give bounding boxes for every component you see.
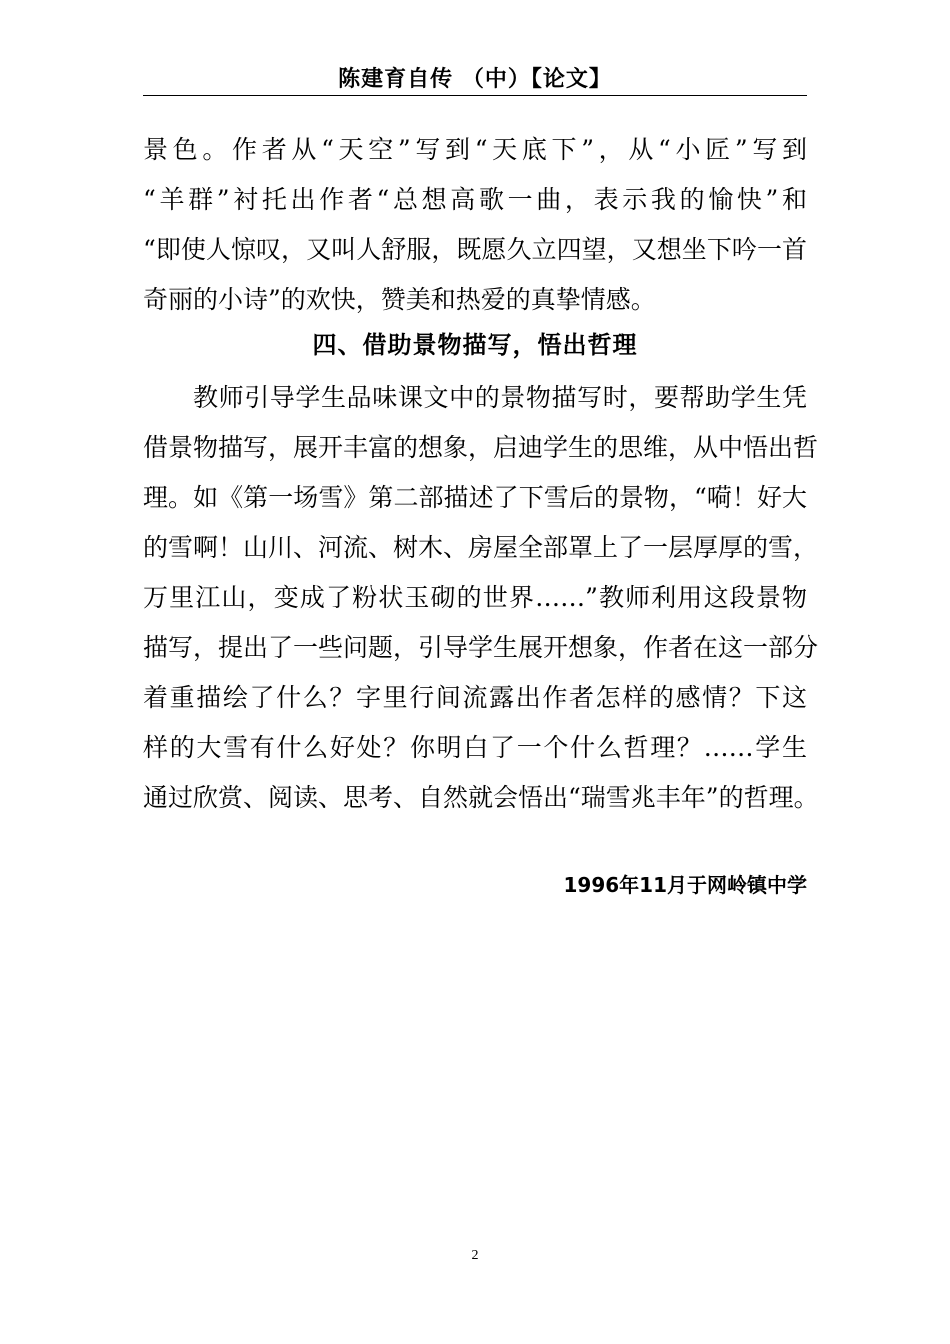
- running-header-title: 陈建育自传 （中）【论文】: [338, 67, 612, 92]
- body-line: 万里江山，变成了粉状玉砌的世界……”教师利用这段景物: [143, 583, 807, 612]
- body-line: 的雪啊！山川、河流、树木、房屋全部罩上了一层厚厚的雪，: [143, 533, 819, 562]
- body-line: 样的大雪有什么好处？你明白了一个什么哲理？……学生: [143, 733, 807, 762]
- body-line: “羊群”衬托出作者“总想高歌一曲，表示我的愉快”和: [143, 185, 807, 214]
- body-line: 奇丽的小诗”的欢快，赞美和热爱的真挚情感。: [143, 285, 656, 314]
- page-number: 2: [471, 1248, 479, 1263]
- body-line: 描写，提出了一些问题，引导学生展开想象，作者在这一部分: [143, 633, 819, 662]
- header-rule: [143, 95, 807, 96]
- body-line: 通过欣赏、阅读、思考、自然就会悟出“瑞雪兆丰年”的哲理。: [143, 783, 819, 812]
- section-heading: 四、借助景物描写，悟出哲理: [312, 331, 638, 359]
- body-line: “即使人惊叹，又叫人舒服，既愿久立四望，又想坐下吟一首: [143, 235, 807, 264]
- date-signature: 1996年11月于网岭镇中学: [563, 873, 807, 897]
- body-line: 景色。作者从“天空”写到“天底下”，从“小匠”写到: [143, 135, 807, 164]
- body-line: 教师引导学生品味课文中的景物描写时，要帮助学生凭: [193, 383, 807, 412]
- body-line: 着重描绘了什么？字里行间流露出作者怎样的感情？下这: [143, 683, 807, 712]
- body-line: 借景物描写，展开丰富的想象，启迪学生的思维，从中悟出哲: [143, 433, 819, 462]
- body-line: 理。如《第一场雪》第二部描述了下雪后的景物，“嗬！好大: [143, 483, 807, 512]
